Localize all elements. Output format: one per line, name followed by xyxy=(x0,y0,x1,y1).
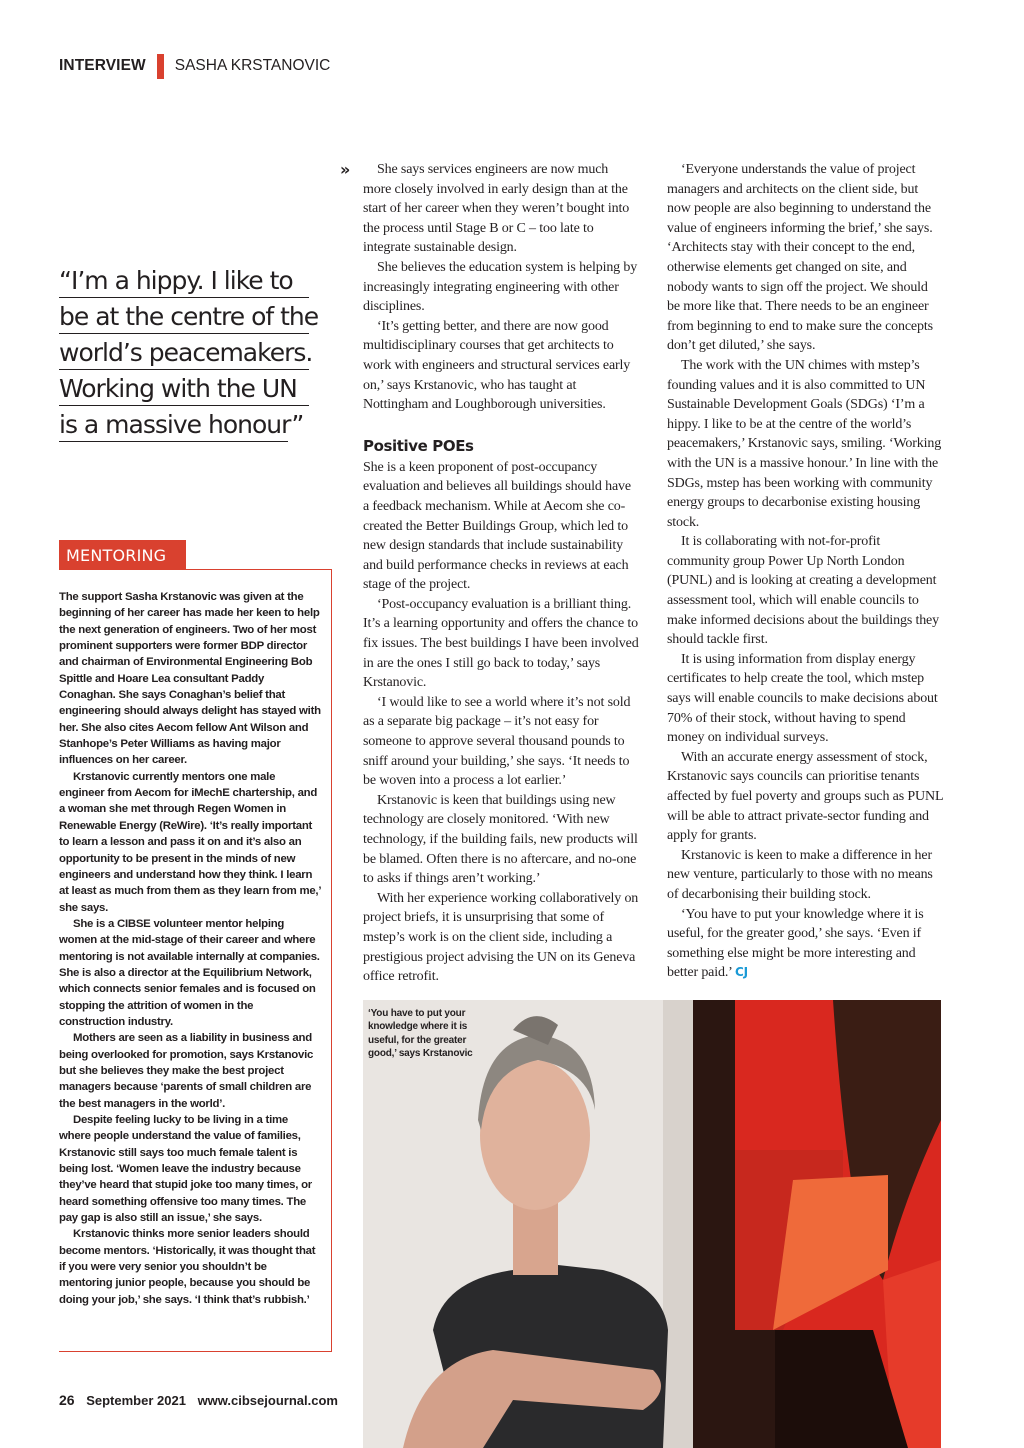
body-paragraph xyxy=(667,905,943,983)
author-signoff: CJ xyxy=(735,965,748,980)
body-paragraph: She believes the education system is helping by increasingly integrating engineering with other disciplines. xyxy=(363,259,638,315)
article-column-3 xyxy=(667,160,943,983)
body-paragraph: Krstanovic is keen that buildings using new technology are closely monitored. ‘With new technology, if the building fails, new products will be blamed. Often there is no aftercare, and no-one to asks if things aren’t working.’ xyxy=(363,792,638,887)
body-paragraph: ‘Post-occupancy evaluation is a brilliant thing. It’s a learning opportunity and offers the chance to fix issues. The best buildings I have been involved in are the ones I still go back to today,’ says Krstanovic. xyxy=(363,596,639,691)
issue-date: September 2021 xyxy=(86,1393,186,1408)
body-paragraph: ‘I would like to see a world where it’s not sold as a separate big package – it’s not easy for someone to approve several thousand pounds to sniff around your building,’ she says. ‘It needs to be woven into a process a lot earlier.’ xyxy=(363,694,631,789)
page-footer xyxy=(59,1392,346,1408)
body-paragraph: ‘Everyone understands the value of project managers and architects on the client side, but now people are also beginning to understand the value of engineers informing the brief,’ she says. ‘Architects stay with their concept to the end, otherwise elements get changed on site, and nobody wants to sign off the project. We should be more like that. There needs to be an engineer from beginning to end to make sure the concepts don’t get diluted,’ she says. xyxy=(667,162,933,354)
final-quote: ‘You have to put your knowledge where it is useful, for the greater good,’ she says. ‘Even if something else might be more interesting and better paid.’ xyxy=(667,906,924,981)
body-paragraph: It is using information from display energy certificates to help create the tool, which mstep says will enable councils to make decisions about 70% of their stock, without having to spend money on individual surveys. xyxy=(667,651,938,746)
subheading: Positive POEs xyxy=(363,436,474,455)
website-url: www.cibsejournal.com xyxy=(197,1393,338,1408)
body-paragraph: The work with the UN chimes with mstep’s founding values and it is also committed to UN Sustainable Development Goals (SDGs) ‘I’m a hippy. I like to be at the centre of the world’s peacemakers,’ Krstanovic says, smiling. ‘Working with the UN is a massive honour.’ In line with the SDGs, mstep has been working with community energy groups to decarbonise existing housing stock. xyxy=(667,357,942,530)
portrait-illustration xyxy=(363,1000,941,1448)
body-paragraph: It is collaborating with not-for-profit community group Power Up North London (PUNL) and is looking at creating a development assessment tool, which will enable councils to make informed decisions about the buildings they should tackle first. xyxy=(667,534,939,648)
body-paragraph: She says services engineers are now much more closely involved in early design than at the start of her career when they weren’t bought into the process until Stage B or C – too late to integrate sustainable design. xyxy=(363,162,630,256)
photo-caption: ‘You have to put your knowledge where it is useful, for the greater good,’ says Krstanovic xyxy=(368,1008,473,1060)
pull-quote-line: be at the centre of the xyxy=(59,298,309,334)
mentoring-sidebar-box xyxy=(59,569,332,1352)
sidebar-paragraph: She is a CIBSE volunteer mentor helping women at the mid-stage of their career and where mentoring is not available internally at companies. She is also a director at the Equilibrium Network, which connects senior females and is focused on stopping the attrition of women in the construction industry. xyxy=(59,917,320,1028)
section-header xyxy=(59,55,330,77)
body-paragraph: Krstanovic is keen to make a difference in her new venture, particularly to those with no means of decarbonising their building stock. xyxy=(667,847,933,902)
sidebar-paragraph: Despite feeling lucky to be living in a time where people understand the value of families, Krstanovic still says too much female talent is being lost. ‘Women leave the industry because they’ve heard that stupid joke too many times, or heard something offensive too many times. The pay gap is also still an issue,’ she says. xyxy=(59,1114,312,1225)
pull-quote-line: “I’m a hippy. I like to xyxy=(59,262,309,298)
body-paragraph: With her experience working collaboratively on project briefs, it is unsurprising that some of mstep’s work is on the client side, including a prestigious project advising the UN on its Geneva office retrofit. xyxy=(363,890,639,985)
mentoring-tab-label: MENTORING xyxy=(59,540,186,570)
page-number: 26 xyxy=(59,1392,75,1408)
article-column-2 xyxy=(363,160,639,987)
pull-quote xyxy=(59,262,319,442)
pull-quote-line: is a massive honour” xyxy=(59,406,288,442)
portrait-photo xyxy=(363,1000,941,1448)
interviewee-name: SASHA KRSTANOVIC xyxy=(174,57,331,74)
pull-quote-line: world’s peacemakers. xyxy=(59,334,309,370)
sidebar-paragraph: The support Sasha Krstanovic was given at the beginning of her career has made her keen to help the next generation of engineers. Two of her most prominent supporters were former BDP director and chairman of Environmental Engineering Bob Spittle and Hoare Lea consultant Paddy Conaghan. She says Conaghan’s belief that engineering should always delight has stayed with her. She also cites Aecom fellow Ant Wilson and Stanhope’s Peter Williams as having major influences on her career. xyxy=(59,591,321,767)
section-label: INTERVIEW xyxy=(59,57,146,74)
body-paragraph: ‘It’s getting better, and there are now good multidisciplinary courses that get architects to work with engineers and structural services early on,’ says Krstanovic, who has taught at Nottingham and Loughborough universities. xyxy=(363,318,631,413)
sidebar-paragraph: Mothers are seen as a liability in business and being overlooked for promotion, says Krstanovic but she believes they make the best project managers because ‘parents of small children are the best managers in the world’. xyxy=(59,1032,314,1110)
body-paragraph: She is a keen proponent of post-occupancy evaluation and believes all buildings should have a feedback mechanism. While at Aecom she co-created the Better Buildings Group, which led to new design standards that include sustainability and build performance checks in reviews at each stage of the project. xyxy=(363,459,631,593)
pull-quote-line: Working with the UN xyxy=(59,370,309,406)
sidebar-paragraph: Krstanovic currently mentors one male engineer from Aecom for iMechE chartership, and a woman she met through Regen Women in Renewable Energy (ReWire). ‘It’s really important to learn a lesson and pass it on and it’s also an opportunity to be present in the minds of new engineers and understand how they think. I learn at least as much from them as they learn from me,’ she says. xyxy=(59,770,321,914)
body-paragraph: With an accurate energy assessment of stock, Krstanovic says councils can prioritise tenants affected by fuel poverty and groups such as PUNL will be able to attract private-sector funding and apply for grants. xyxy=(667,749,943,844)
header-divider xyxy=(157,54,164,79)
sidebar-paragraph: Krstanovic thinks more senior leaders should become mentors. ‘Historically, it was thought that if you were very senior you shouldn’t be mentoring junior people, because you should be doing your job,’ she says. ‘I think that’s rubbish.’ xyxy=(59,1228,316,1306)
continued-chevron-icon: » xyxy=(340,160,351,179)
